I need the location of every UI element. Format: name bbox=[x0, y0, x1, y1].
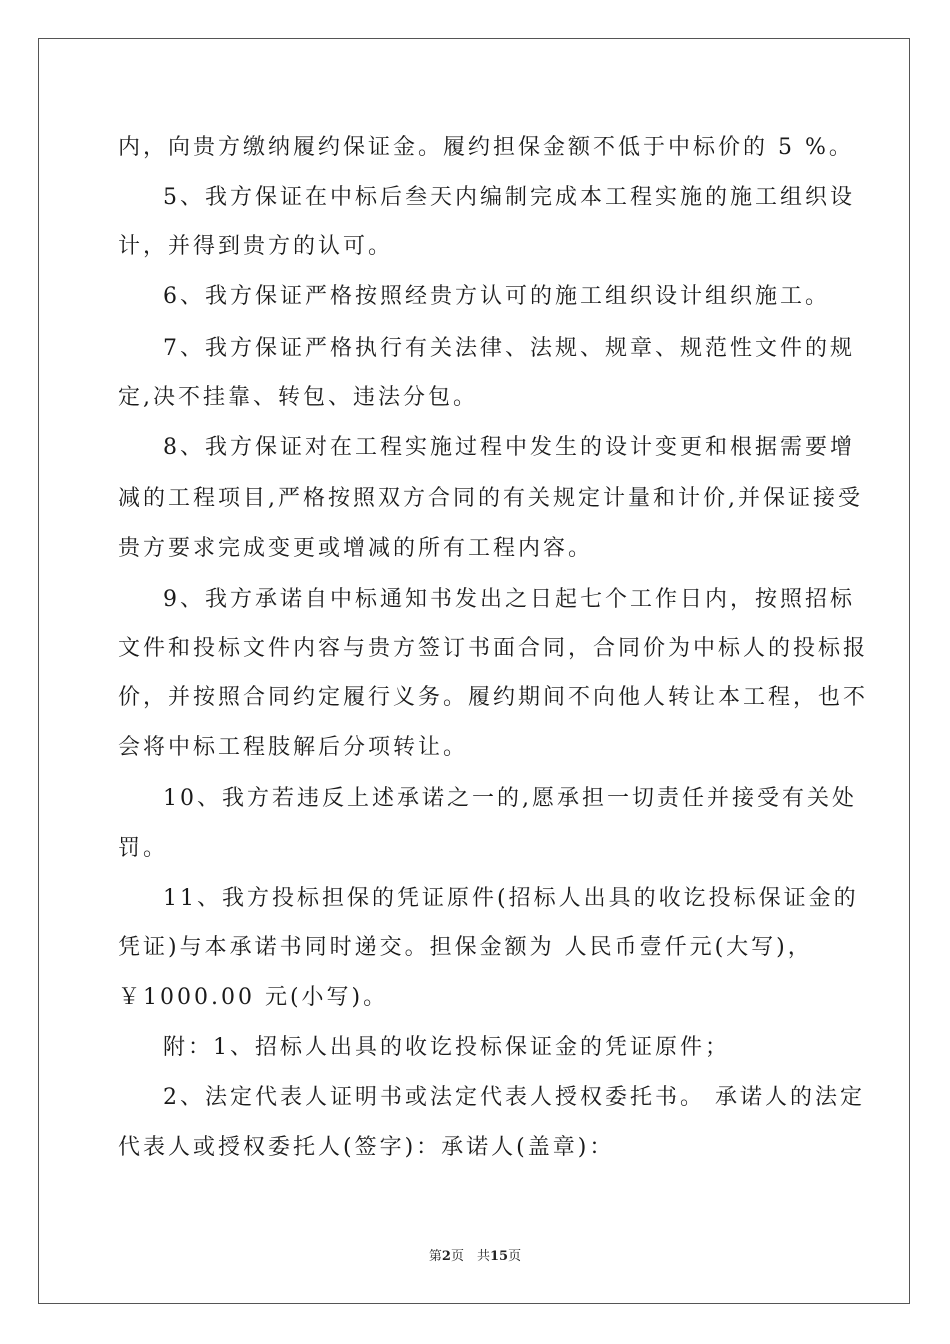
text-line: 11、我方投标担保的凭证原件(招标人出具的收讫投标保证金的 bbox=[163, 886, 859, 911]
text-line: 凭证)与本承诺书同时递交。担保金额为 人民币壹仟元(大写)， bbox=[118, 935, 813, 960]
text-line: 10、我方若违反上述承诺之一的,愿承担一切责任并接受有关处 bbox=[163, 786, 857, 811]
text-line: 代表人或授权委托人(签字)：承诺人(盖章)： bbox=[118, 1135, 615, 1160]
text-line: 9、我方承诺自中标通知书发出之日起七个工作日内，按照招标 bbox=[163, 587, 855, 612]
text-line: ￥1000.00 元(小写)。 bbox=[118, 985, 389, 1010]
text-line: 价，并按照合同约定履行义务。履约期间不向他人转让本工程，也不 bbox=[118, 685, 869, 710]
page-prefix: 第 bbox=[428, 1249, 442, 1264]
text-line: 减的工程项目,严格按照双方合同的有关规定计量和计价,并保证接受 bbox=[118, 486, 863, 511]
text-line: 罚。 bbox=[118, 836, 169, 861]
page-border bbox=[38, 38, 910, 1304]
current-page: 2 bbox=[441, 1249, 451, 1264]
page-number-footer bbox=[0, 1245, 950, 1264]
page-suffix: 页 bbox=[508, 1249, 522, 1264]
text-line: 内，向贵方缴纳履约保证金。履约担保金额不低于中标价的 5 %。 bbox=[118, 135, 854, 160]
text-line: 5、我方保证在中标后叁天内编制完成本工程实施的施工组织设 bbox=[163, 185, 855, 210]
text-line: 2、法定代表人证明书或法定代表人授权委托书。 承诺人的法定 bbox=[163, 1085, 865, 1110]
page-mid: 页 共 bbox=[450, 1249, 490, 1264]
text-line: 7、我方保证严格执行有关法律、法规、规章、规范性文件的规 bbox=[163, 336, 855, 361]
text-line: 会将中标工程肢解后分项转让。 bbox=[118, 735, 469, 760]
total-pages: 15 bbox=[489, 1249, 509, 1264]
text-line: 文件和投标文件内容与贵方签订书面合同，合同价为中标人的投标报 bbox=[118, 636, 869, 661]
text-line: 附：1、招标人出具的收讫投标保证金的凭证原件； bbox=[163, 1035, 730, 1060]
text-line: 贵方要求完成变更或增减的所有工程内容。 bbox=[118, 536, 594, 561]
text-line: 8、我方保证对在工程实施过程中发生的设计变更和根据需要增 bbox=[163, 435, 855, 460]
text-line: 定,决不挂靠、转包、违法分包。 bbox=[118, 385, 478, 410]
text-line: 6、我方保证严格按照经贵方认可的施工组织设计组织施工。 bbox=[163, 284, 830, 309]
text-line: 计，并得到贵方的认可。 bbox=[118, 234, 394, 259]
